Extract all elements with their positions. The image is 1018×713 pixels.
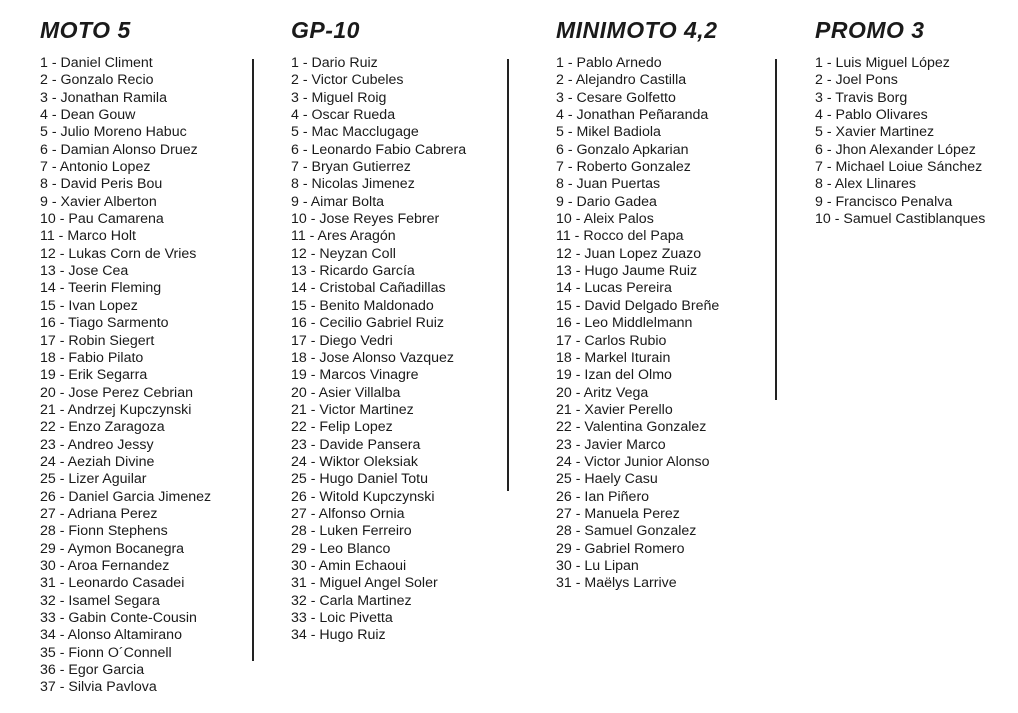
category-title: MOTO 5 — [40, 17, 131, 43]
category-title: GP-10 — [291, 17, 360, 43]
rider-entry: 5 - Mac Macclugage — [291, 124, 419, 141]
rider-entry: 6 - Damian Alonso Druez — [40, 141, 198, 158]
rider-entry: 24 - Aeziah Divine — [40, 453, 155, 470]
rider-entry: 18 - Markel Iturain — [556, 349, 671, 366]
rider-entry: 10 - Aleix Palos — [556, 211, 654, 228]
rider-entry: 6 - Jhon Alexander López — [815, 141, 976, 158]
rider-entry: 29 - Leo Blanco — [291, 540, 391, 557]
rider-entry: 33 - Gabin Conte-Cousin — [40, 610, 197, 626]
rider-entry: 17 - Diego Vedri — [291, 332, 393, 349]
rider-entry: 29 - Gabriel Romero — [556, 540, 685, 557]
rider-entry: 8 - Juan Puertas — [556, 176, 661, 193]
rider-entry: 17 - Carlos Rubio — [556, 332, 667, 349]
rider-entry: 12 - Juan Lopez Zuazo — [556, 245, 702, 262]
column-divider — [507, 59, 509, 491]
rider-entry: 16 - Cecilio Gabriel Ruiz — [291, 315, 444, 332]
rider-entry: 6 - Leonardo Fabio Cabrera — [291, 141, 467, 158]
rider-entry: 16 - Leo Middlelmann — [556, 315, 693, 332]
rider-entry: 37 - Silvia Pavlova — [40, 679, 157, 696]
rider-entry: 20 - Asier Villalba — [291, 384, 401, 401]
rider-entry: 22 - Felip Lopez — [291, 419, 393, 436]
rider-entry: 4 - Dean Gouw — [40, 107, 136, 124]
rider-entry: 22 - Enzo Zaragoza — [40, 419, 165, 436]
rider-entry: 8 - Alex Llinares — [815, 176, 916, 193]
rider-entry: 2 - Victor Cubeles — [291, 72, 404, 89]
rider-entry: 5 - Julio Moreno Habuc — [40, 124, 187, 141]
rider-entry: 22 - Valentina Gonzalez — [556, 419, 707, 436]
rider-entry: 29 - Aymon Bocanegra — [40, 540, 185, 557]
rider-entry: 11 - Marco Holt — [40, 228, 136, 245]
rider-entry: 25 - Haely Casu — [556, 471, 658, 488]
rider-entry: 18 - Fabio Pilato — [40, 349, 144, 366]
rider-entry: 3 - Miguel Roig — [291, 89, 387, 106]
rider-entry: 13 - Ricardo García — [291, 263, 415, 280]
rider-entry: 26 - Witold Kupczynski — [291, 488, 435, 505]
rider-entry: 28 - Samuel Gonzalez — [556, 523, 697, 540]
rider-entry: 21 - Xavier Perello — [556, 401, 673, 418]
rider-entry: 24 - Victor Junior Alonso — [556, 453, 710, 470]
rider-list — [291, 55, 466, 645]
rider-entry: 15 - Ivan Lopez — [40, 297, 138, 314]
rider-entry: 2 - Joel Pons — [815, 72, 898, 89]
rider-entry: 25 - Lizer Aguilar — [40, 471, 147, 488]
rider-entry: 14 - Teerin Fleming — [40, 280, 162, 297]
rider-list — [556, 55, 719, 593]
rider-entry: 4 - Pablo Olivares — [815, 107, 928, 124]
rider-entry: 4 - Oscar Rueda — [291, 107, 396, 124]
rider-entry: 2 - Gonzalo Recio — [40, 72, 154, 89]
rider-entry: 34 - Hugo Ruiz — [291, 627, 386, 644]
rider-entry: 19 - Erik Segarra — [40, 367, 148, 384]
rider-entry: 3 - Cesare Golfetto — [556, 89, 676, 106]
rider-entry: 5 - Mikel Badiola — [556, 124, 661, 141]
rider-entry: 31 - Leonardo Casadei — [40, 575, 185, 592]
rider-entry: 32 - Carla Martinez — [291, 592, 412, 609]
rider-entry: 35 - Fionn O´Connell — [40, 644, 172, 661]
rider-entry: 10 - Jose Reyes Febrer — [291, 211, 440, 228]
rider-entry: 15 - Benito Maldonado — [291, 297, 434, 314]
rider-entry: 1 - Pablo Arnedo — [556, 55, 662, 71]
rider-entry: 30 - Amin Echaoui — [291, 557, 407, 574]
column-divider — [252, 59, 254, 661]
rider-entry: 3 - Travis Borg — [815, 89, 908, 106]
rider-entry: 28 - Fionn Stephens — [40, 523, 168, 540]
rider-entry: 36 - Egor Garcia — [40, 662, 145, 679]
column-divider — [775, 59, 777, 400]
rider-list — [40, 55, 211, 697]
rider-entry: 4 - Jonathan Peñaranda — [556, 107, 709, 124]
category-column-minimoto — [556, 15, 719, 593]
rider-entry: 9 - Francisco Penalva — [815, 193, 953, 210]
rider-entry: 10 - Samuel Castiblanques — [815, 211, 986, 228]
category-column-promo3 — [815, 15, 985, 228]
rider-entry: 23 - Andreo Jessy — [40, 436, 154, 453]
rider-entry: 30 - Aroa Fernandez — [40, 557, 170, 574]
rider-entry: 20 - Jose Perez Cebrian — [40, 384, 193, 401]
rider-entry: 2 - Alejandro Castilla — [556, 72, 687, 89]
rider-entry: 7 - Roberto Gonzalez — [556, 159, 691, 176]
rider-entry: 19 - Marcos Vinagre — [291, 367, 419, 384]
rider-entry: 8 - Nicolas Jimenez — [291, 176, 415, 193]
rider-entry: 20 - Aritz Vega — [556, 384, 649, 401]
rider-entry: 12 - Lukas Corn de Vries — [40, 245, 197, 262]
rider-list — [815, 55, 985, 228]
rider-entry: 31 - Miguel Angel Soler — [291, 575, 438, 592]
rider-entry: 15 - David Delgado Breñe — [556, 297, 720, 314]
rider-entry: 26 - Daniel Garcia Jimenez — [40, 488, 212, 505]
rider-entry: 24 - Wiktor Oleksiak — [291, 453, 418, 470]
rider-entry: 31 - Maëlys Larrive — [556, 575, 677, 592]
rider-entry: 12 - Neyzan Coll — [291, 245, 396, 262]
rider-entry: 3 - Jonathan Ramila — [40, 89, 167, 106]
category-column-moto5 — [40, 15, 211, 697]
rider-entry: 9 - Xavier Alberton — [40, 193, 157, 210]
rider-entry: 13 - Jose Cea — [40, 263, 129, 280]
rider-entry: 23 - Javier Marco — [556, 436, 666, 453]
rider-entry: 9 - Dario Gadea — [556, 193, 657, 210]
rider-entry: 1 - Luis Miguel López — [815, 55, 950, 71]
category-column-gp10 — [291, 15, 466, 645]
rider-entry: 14 - Cristobal Cañadillas — [291, 280, 446, 297]
rider-entry: 13 - Hugo Jaume Ruiz — [556, 263, 698, 280]
category-title: PROMO 3 — [815, 17, 925, 43]
rider-entry: 14 - Lucas Pereira — [556, 280, 672, 297]
rider-entry: 10 - Pau Camarena — [40, 211, 164, 228]
rider-entry: 6 - Gonzalo Apkarian — [556, 141, 689, 158]
rider-entry: 5 - Xavier Martinez — [815, 124, 935, 141]
rider-entry: 27 - Manuela Perez — [556, 505, 680, 522]
rider-entry: 7 - Michael Loiue Sánchez — [815, 159, 983, 176]
rider-entry: 27 - Adriana Perez — [40, 505, 158, 522]
rider-entry: 11 - Ares Aragón — [291, 228, 396, 245]
rider-entry: 18 - Jose Alonso Vazquez — [291, 349, 454, 366]
rider-entry: 1 - Dario Ruiz — [291, 55, 378, 71]
rider-entry: 9 - Aimar Bolta — [291, 193, 385, 210]
rider-entry: 1 - Daniel Climent — [40, 55, 153, 71]
rider-entry: 17 - Robin Siegert — [40, 332, 155, 349]
category-title: MINIMOTO 4,2 — [556, 17, 718, 43]
rider-entry: 33 - Loic Pivetta — [291, 610, 393, 626]
rider-entry: 23 - Davide Pansera — [291, 436, 421, 453]
rider-entry: 34 - Alonso Altamirano — [40, 627, 182, 644]
rider-entry: 19 - Izan del Olmo — [556, 367, 672, 384]
rider-entry: 27 - Alfonso Ornia — [291, 505, 405, 522]
rider-entry: 11 - Rocco del Papa — [556, 228, 684, 245]
rider-entry: 26 - Ian Piñero — [556, 488, 650, 505]
rider-entry: 25 - Hugo Daniel Totu — [291, 471, 428, 488]
rider-entry: 16 - Tiago Sarmento — [40, 315, 169, 332]
rider-entry: 7 - Bryan Gutierrez — [291, 159, 411, 176]
rider-entry: 21 - Victor Martinez — [291, 401, 414, 418]
rider-entry: 7 - Antonio Lopez — [40, 159, 151, 176]
rider-entry: 32 - Isamel Segara — [40, 592, 160, 609]
rider-entry: 8 - David Peris Bou — [40, 176, 163, 193]
rider-entry: 28 - Luken Ferreiro — [291, 523, 412, 540]
rider-entry: 30 - Lu Lipan — [556, 557, 639, 574]
rider-entry: 21 - Andrzej Kupczynski — [40, 401, 192, 418]
